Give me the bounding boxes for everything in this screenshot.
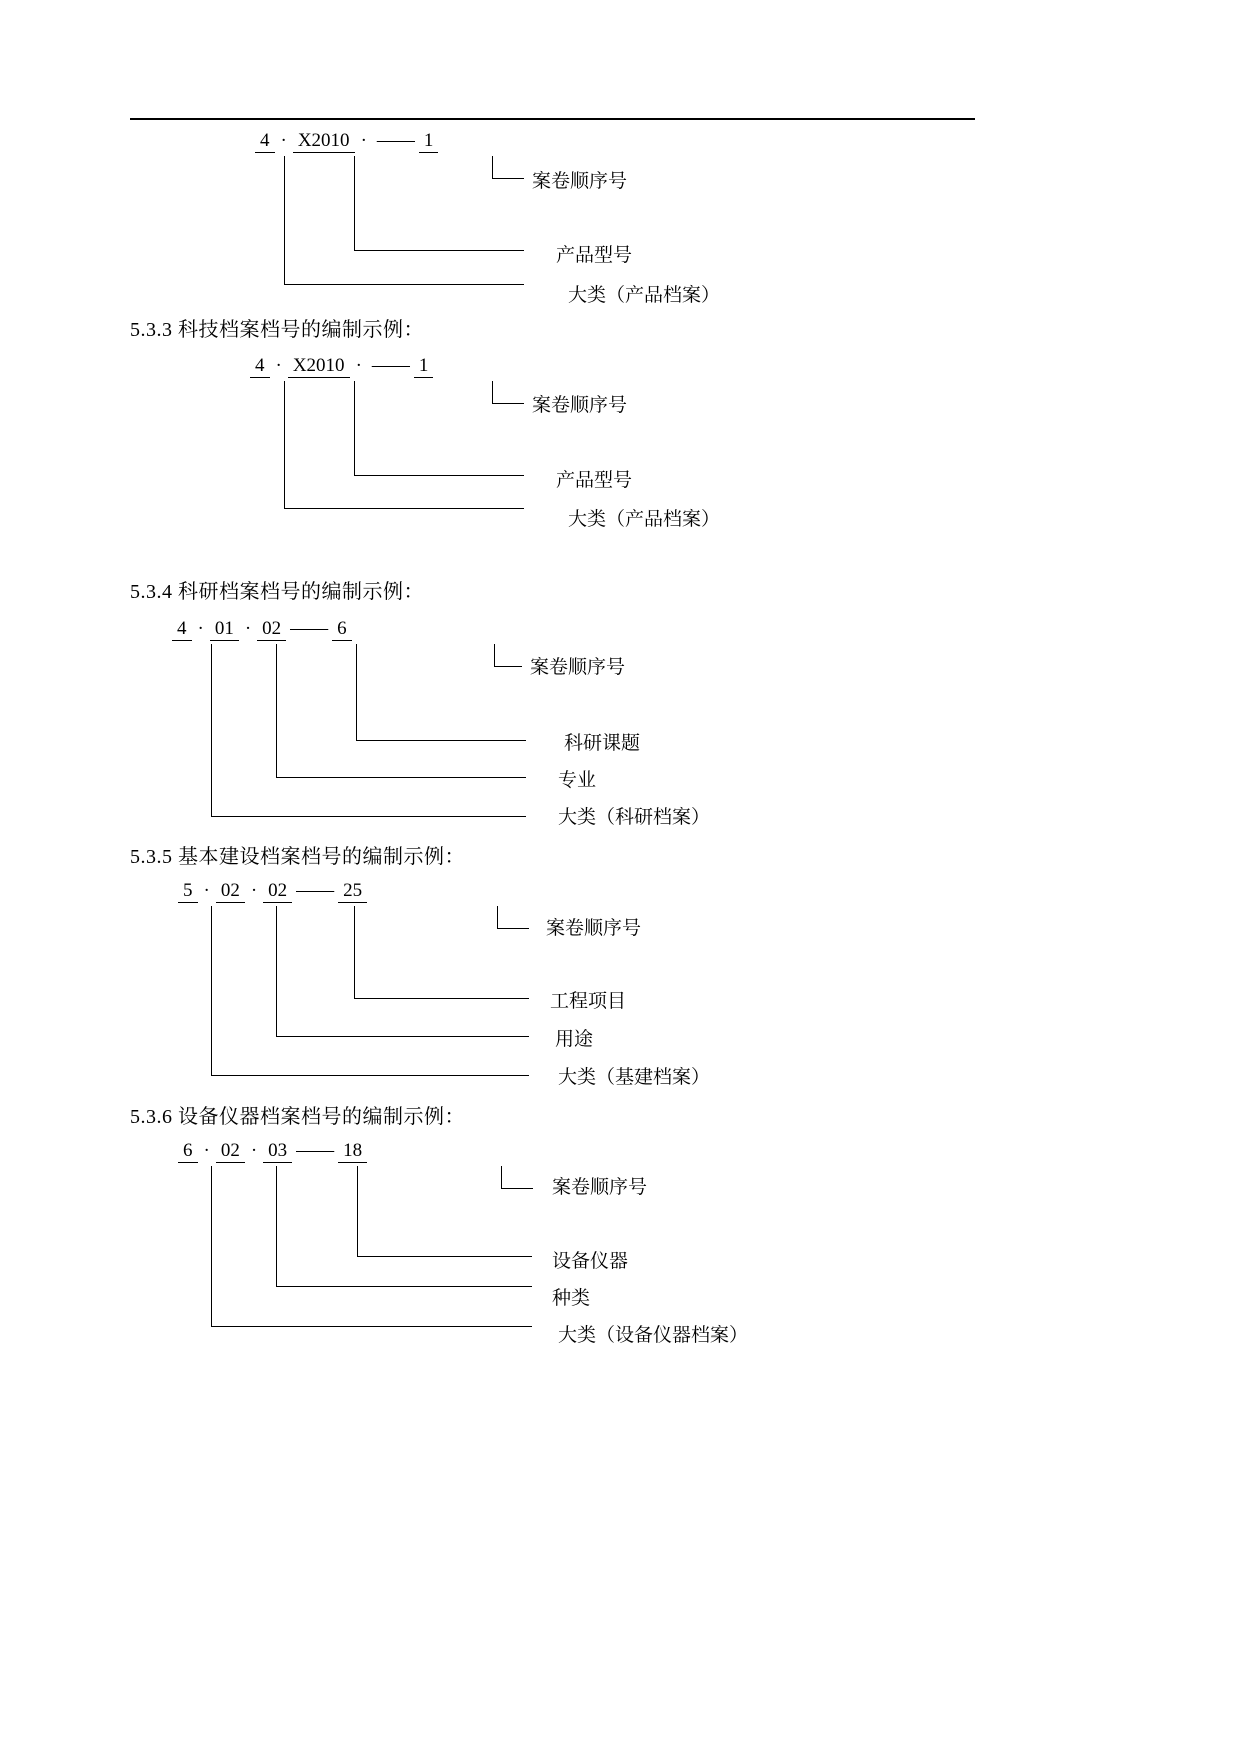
code-line-536 bbox=[178, 1140, 367, 1162]
leader-vertical bbox=[284, 381, 285, 508]
code-segment: 4 bbox=[250, 355, 270, 378]
figure-label: 案卷顺序号 bbox=[552, 1177, 648, 1198]
leader-horizontal bbox=[276, 1286, 532, 1287]
code-line-fig1 bbox=[255, 130, 438, 152]
code-separator: · bbox=[203, 880, 210, 901]
code-segment: 6 bbox=[178, 1140, 198, 1163]
leader-horizontal bbox=[276, 777, 526, 778]
figure-label: 案卷顺序号 bbox=[530, 657, 626, 678]
figure-label: 科研课题 bbox=[564, 733, 641, 754]
leader-vertical bbox=[211, 906, 212, 1075]
section-heading-534: 5.3.4 科研档案档号的编制示例： bbox=[130, 581, 424, 603]
figure-label: 工程项目 bbox=[550, 991, 627, 1012]
leader-vertical bbox=[357, 1166, 358, 1256]
figure-label: 大类（基建档案） bbox=[558, 1067, 711, 1088]
leader-vertical bbox=[284, 156, 285, 284]
code-segment: 6 bbox=[332, 618, 352, 641]
code-separator: · bbox=[250, 1140, 258, 1161]
leader-horizontal bbox=[494, 666, 522, 667]
figure-label: 大类（产品档案） bbox=[568, 285, 721, 306]
leader-horizontal bbox=[356, 740, 526, 741]
leader-vertical bbox=[354, 156, 355, 250]
code-separator: · bbox=[355, 355, 362, 376]
section-heading-533: 5.3.3 科技档案档号的编制示例： bbox=[130, 319, 424, 341]
figure-label: 专业 bbox=[558, 770, 597, 791]
code-separator: · bbox=[275, 355, 282, 376]
leader-vertical bbox=[276, 906, 277, 1036]
figure-label: 案卷顺序号 bbox=[532, 395, 628, 416]
leader-horizontal bbox=[354, 475, 524, 476]
leader-vertical bbox=[276, 1166, 277, 1286]
figure-label: 设备仪器 bbox=[552, 1251, 629, 1272]
code-separator: · bbox=[244, 618, 252, 639]
code-segment: 1 bbox=[419, 130, 439, 153]
leader-horizontal bbox=[284, 508, 524, 509]
code-segment: 18 bbox=[338, 1140, 367, 1163]
code-separator: · bbox=[203, 1140, 210, 1161]
leader-horizontal bbox=[492, 178, 524, 179]
code-segment: 4 bbox=[255, 130, 275, 153]
leader-horizontal bbox=[354, 998, 529, 999]
leader-horizontal bbox=[501, 1188, 533, 1189]
leader-vertical bbox=[492, 156, 493, 178]
leader-vertical bbox=[492, 381, 493, 403]
code-segment: 25 bbox=[338, 880, 367, 903]
figure-label: 大类（科研档案） bbox=[558, 807, 711, 828]
leader-horizontal bbox=[276, 1036, 529, 1037]
leader-horizontal bbox=[354, 250, 524, 251]
figure-label: 大类（设备仪器档案） bbox=[558, 1325, 749, 1346]
code-segment: 02 bbox=[263, 880, 292, 903]
code-segment: 02 bbox=[216, 1140, 245, 1163]
leader-horizontal bbox=[284, 284, 524, 285]
code-line-535 bbox=[178, 880, 367, 902]
leader-vertical bbox=[497, 906, 498, 928]
leader-vertical bbox=[501, 1166, 502, 1188]
leader-vertical bbox=[211, 644, 212, 816]
figure-label: 产品型号 bbox=[556, 470, 633, 491]
code-separator: —— bbox=[296, 1140, 335, 1161]
leader-horizontal bbox=[497, 928, 529, 929]
code-segment: 5 bbox=[178, 880, 198, 903]
leader-vertical bbox=[276, 644, 277, 777]
code-segment: 02 bbox=[257, 618, 286, 641]
section-heading-536: 5.3.6 设备仪器档案档号的编制示例： bbox=[130, 1106, 465, 1128]
code-segment: 1 bbox=[414, 355, 434, 378]
code-separator: —— bbox=[296, 880, 335, 901]
code-line-534 bbox=[172, 618, 352, 640]
code-segment: X2010 bbox=[293, 130, 355, 153]
figure-label: 用途 bbox=[555, 1029, 594, 1050]
code-segment: 01 bbox=[210, 618, 239, 641]
code-separator: —— bbox=[371, 355, 410, 376]
leader-vertical bbox=[354, 906, 355, 998]
figure-label: 种类 bbox=[552, 1288, 591, 1309]
leader-horizontal bbox=[492, 403, 524, 404]
leader-horizontal bbox=[211, 816, 526, 817]
header-rule bbox=[130, 118, 975, 120]
figure-label: 案卷顺序号 bbox=[532, 171, 628, 192]
code-segment: 02 bbox=[216, 880, 245, 903]
code-line-533 bbox=[250, 355, 433, 377]
leader-vertical bbox=[354, 381, 355, 475]
code-separator: —— bbox=[376, 130, 415, 151]
leader-vertical bbox=[356, 644, 357, 740]
figure-label: 案卷顺序号 bbox=[546, 918, 642, 939]
code-separator: · bbox=[360, 130, 367, 151]
code-separator: · bbox=[250, 880, 258, 901]
figure-label: 产品型号 bbox=[556, 245, 633, 266]
code-segment: X2010 bbox=[288, 355, 350, 378]
leader-horizontal bbox=[357, 1256, 532, 1257]
leader-horizontal bbox=[211, 1075, 529, 1076]
leader-vertical bbox=[211, 1166, 212, 1326]
figure-label: 大类（产品档案） bbox=[568, 509, 721, 530]
code-separator: · bbox=[197, 618, 204, 639]
section-heading-535: 5.3.5 基本建设档案档号的编制示例： bbox=[130, 846, 465, 868]
code-segment: 4 bbox=[172, 618, 192, 641]
code-separator: —— bbox=[290, 618, 329, 639]
leader-horizontal bbox=[211, 1326, 532, 1327]
leader-vertical bbox=[494, 644, 495, 666]
code-segment: 03 bbox=[263, 1140, 292, 1163]
code-separator: · bbox=[280, 130, 287, 151]
